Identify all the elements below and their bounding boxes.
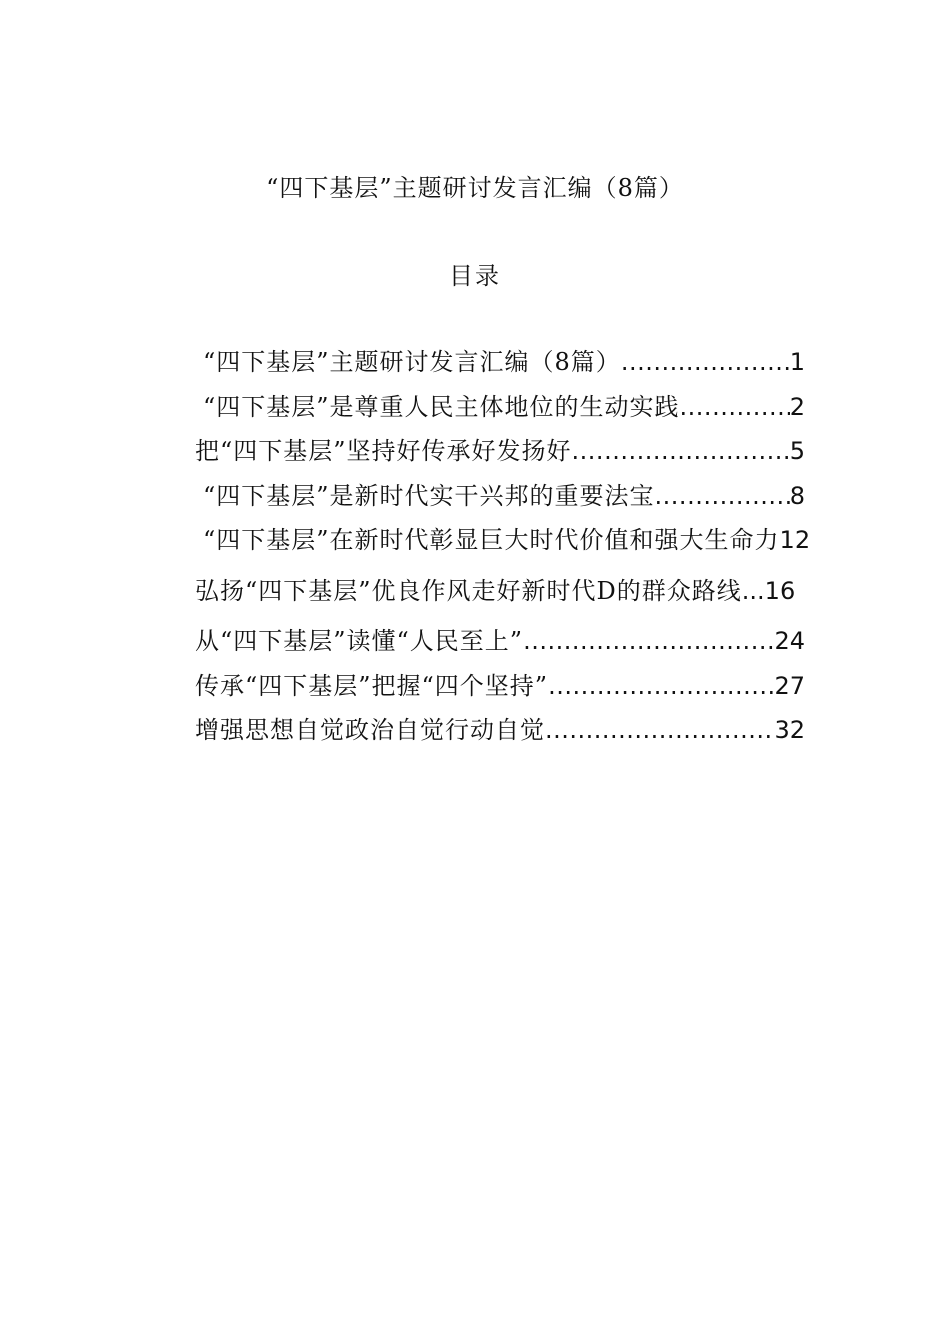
toc-entry-title: “四下基层”是新时代实干兴邦的重要法宝 (203, 481, 655, 510)
toc-entry[interactable] (145, 571, 805, 622)
toc-entry-title: 增强思想自觉政治自觉行动自觉 (195, 716, 545, 744)
toc-heading: 目录 (449, 262, 501, 290)
toc-entry[interactable] (145, 666, 805, 711)
dot-leader (572, 437, 790, 465)
toc-entry-page: 2 (789, 392, 805, 421)
dot-leader (523, 627, 774, 655)
toc-entry-title: “四下基层”是尊重人民主体地位的生动实践 (203, 392, 680, 421)
dot-leader: ... (741, 576, 765, 605)
toc-entry[interactable] (145, 710, 805, 755)
toc-entry-page: 5 (789, 437, 805, 465)
toc-entry-page: 16 (764, 576, 796, 605)
document-title: “四下基层”主题研讨发言汇编（8篇） (266, 174, 684, 202)
toc-entry-title: 把“四下基层”坚持好传承好发扬好 (195, 437, 572, 465)
toc-entry[interactable] (145, 520, 811, 571)
toc-entry[interactable] (145, 342, 805, 387)
toc-entry[interactable] (145, 387, 805, 432)
toc-entry-title: 弘扬“四下基层”优良作风走好新时代D的群众路线 (195, 576, 742, 605)
toc-entry-page: 8 (789, 481, 805, 510)
toc-entry-page: 32 (774, 716, 805, 744)
dot-leader (621, 348, 790, 376)
dot-leader (655, 482, 790, 510)
dot-leader (548, 672, 774, 700)
toc-entry[interactable] (145, 431, 805, 476)
toc-entry-page: 27 (774, 671, 805, 700)
toc-entry[interactable] (145, 621, 805, 666)
toc-entry-title: “四下基层”主题研讨发言汇编（8篇） (203, 348, 621, 376)
toc-entry-title: 传承“四下基层”把握“四个坚持” (195, 671, 549, 700)
toc-entry[interactable] (145, 476, 805, 521)
table-of-contents (145, 342, 811, 755)
toc-entry-page: 12 (779, 526, 811, 554)
toc-entry-page: 1 (789, 348, 805, 376)
dot-leader (680, 393, 790, 421)
toc-entry-page: 24 (774, 627, 805, 655)
toc-entry-title: 从“四下基层”读懂“人民至上” (195, 627, 524, 655)
toc-entry-title: “四下基层”在新时代彰显巨大时代价值和强大生命力 (203, 526, 780, 554)
dot-leader (545, 716, 774, 744)
